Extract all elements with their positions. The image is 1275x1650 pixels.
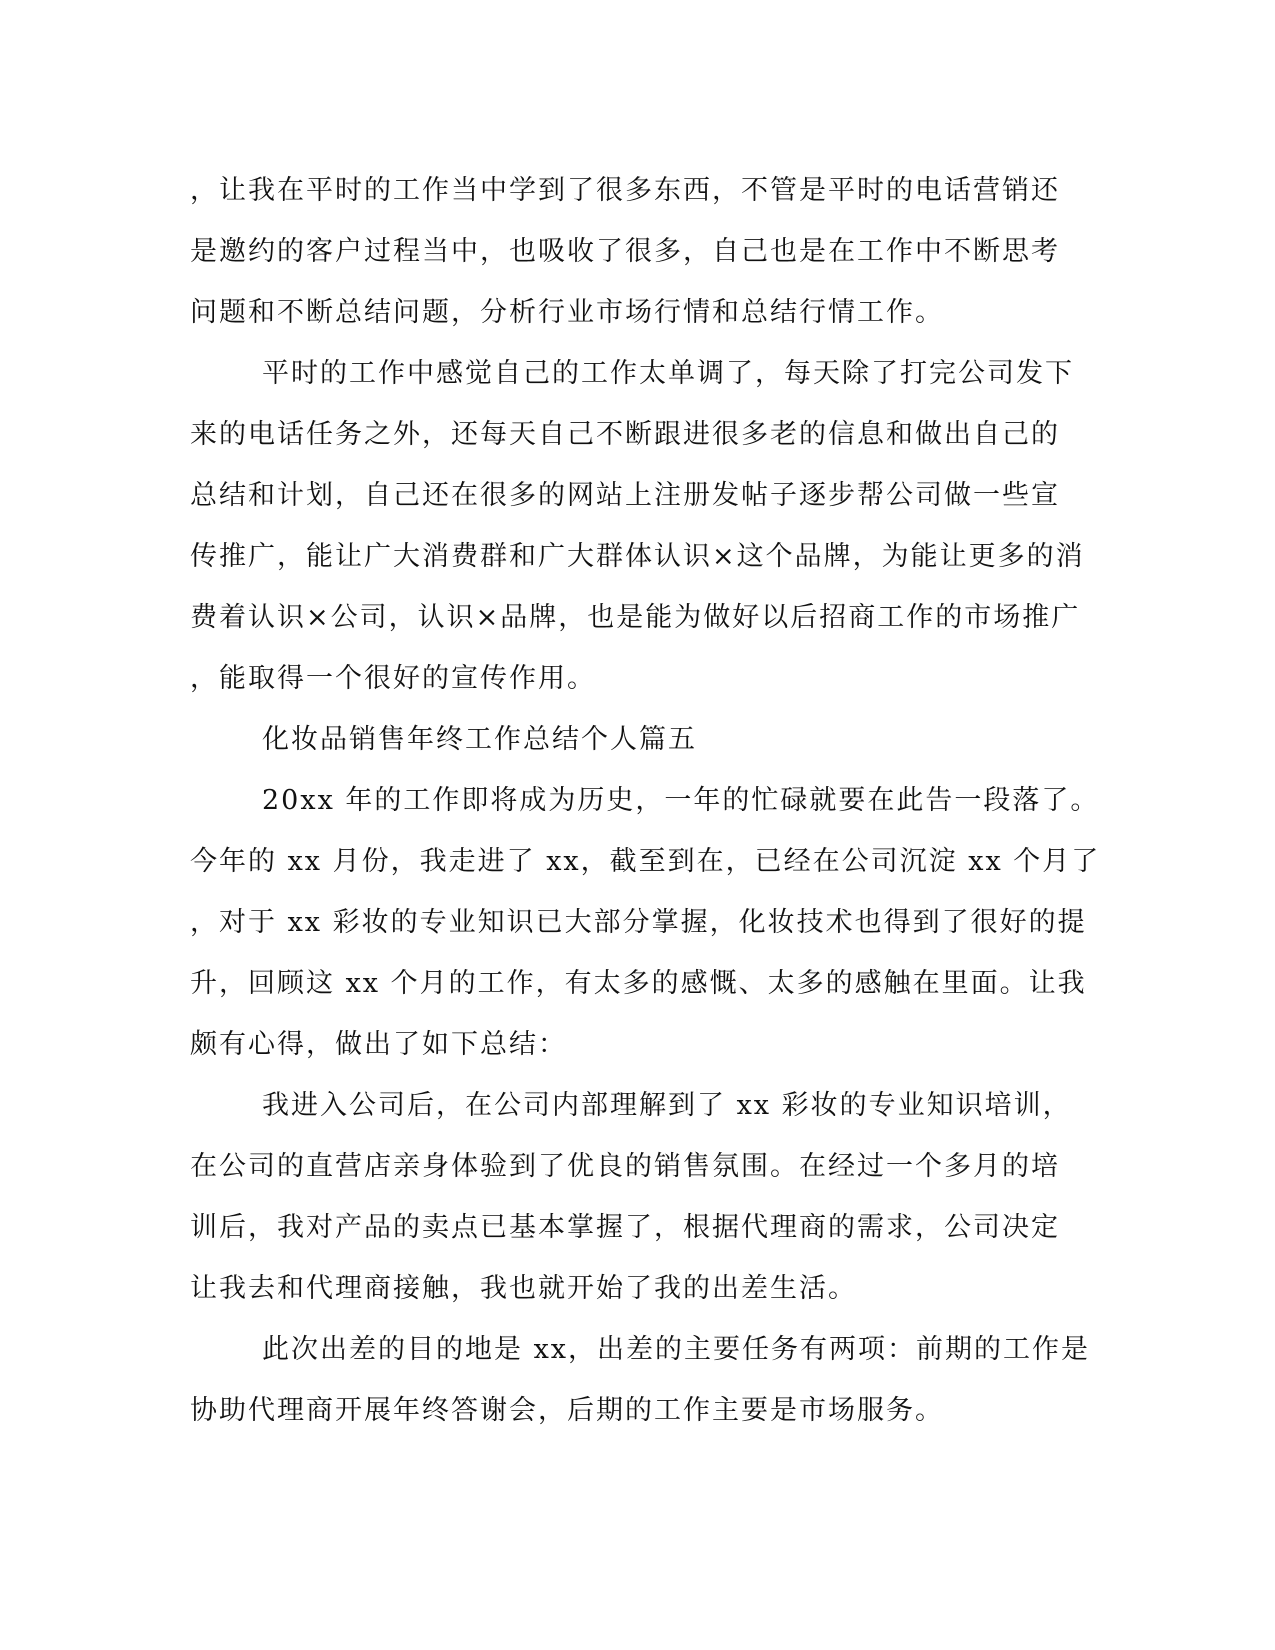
text-line: 今年的 xx 月份，我走进了 xx，截至到在，已经在公司沉淀 xx 个月了	[190, 846, 1101, 877]
text-line: ，能取得一个很好的宣传作用。	[190, 663, 596, 694]
paragraph-start-line: 我进入公司后，在公司内部理解到了 xx 彩妆的专业知识培训，	[262, 1090, 1072, 1121]
text-line: 让我去和代理商接触，我也就开始了我的出差生活。	[190, 1273, 857, 1304]
text-line: 协助代理商开展年终答谢会，后期的工作主要是市场服务。	[190, 1395, 944, 1426]
text-line: 在公司的直营店亲身体验到了优良的销售氛围。在经过一个多月的培	[190, 1151, 1060, 1182]
section-heading: 化妆品销售年终工作总结个人篇五	[262, 724, 697, 755]
text-line: 传推广，能让广大消费群和广大群体认识×这个品牌，为能让更多的消	[190, 541, 1085, 572]
text-line: ，对于 xx 彩妆的专业知识已大部分掌握，化妆技术也得到了很好的提	[190, 907, 1087, 938]
text-line: 训后，我对产品的卖点已基本掌握了，根据代理商的需求，公司决定	[190, 1212, 1060, 1243]
text-line: 总结和计划，自己还在很多的网站上注册发帖子逐步帮公司做一些宣	[190, 480, 1060, 511]
paragraph-start-line: 20xx 年的工作即将成为历史，一年的忙碌就要在此告一段落了。	[262, 785, 1100, 816]
document-body	[190, 160, 1101, 1441]
text-line: 颇有心得，做出了如下总结：	[190, 1029, 567, 1060]
text-line: 来的电话任务之外，还每天自己不断跟进很多老的信息和做出自己的	[190, 419, 1060, 450]
paragraph-start-line: 平时的工作中感觉自己的工作太单调了，每天除了打完公司发下	[262, 358, 1074, 389]
text-line: 费着认识×公司，认识×品牌，也是能为做好以后招商工作的市场推广	[190, 602, 1081, 633]
text-line: 问题和不断总结问题，分析行业市场行情和总结行情工作。	[190, 297, 944, 328]
text-line: ，让我在平时的工作当中学到了很多东西，不管是平时的电话营销还	[190, 175, 1060, 206]
text-line: 是邀约的客户过程当中，也吸收了很多，自己也是在工作中不断思考	[190, 236, 1060, 267]
paragraph-start-line: 此次出差的目的地是 xx，出差的主要任务有两项：前期的工作是	[262, 1334, 1091, 1365]
text-line: 升，回顾这 xx 个月的工作，有太多的感慨、太多的感触在里面。让我	[190, 968, 1087, 999]
